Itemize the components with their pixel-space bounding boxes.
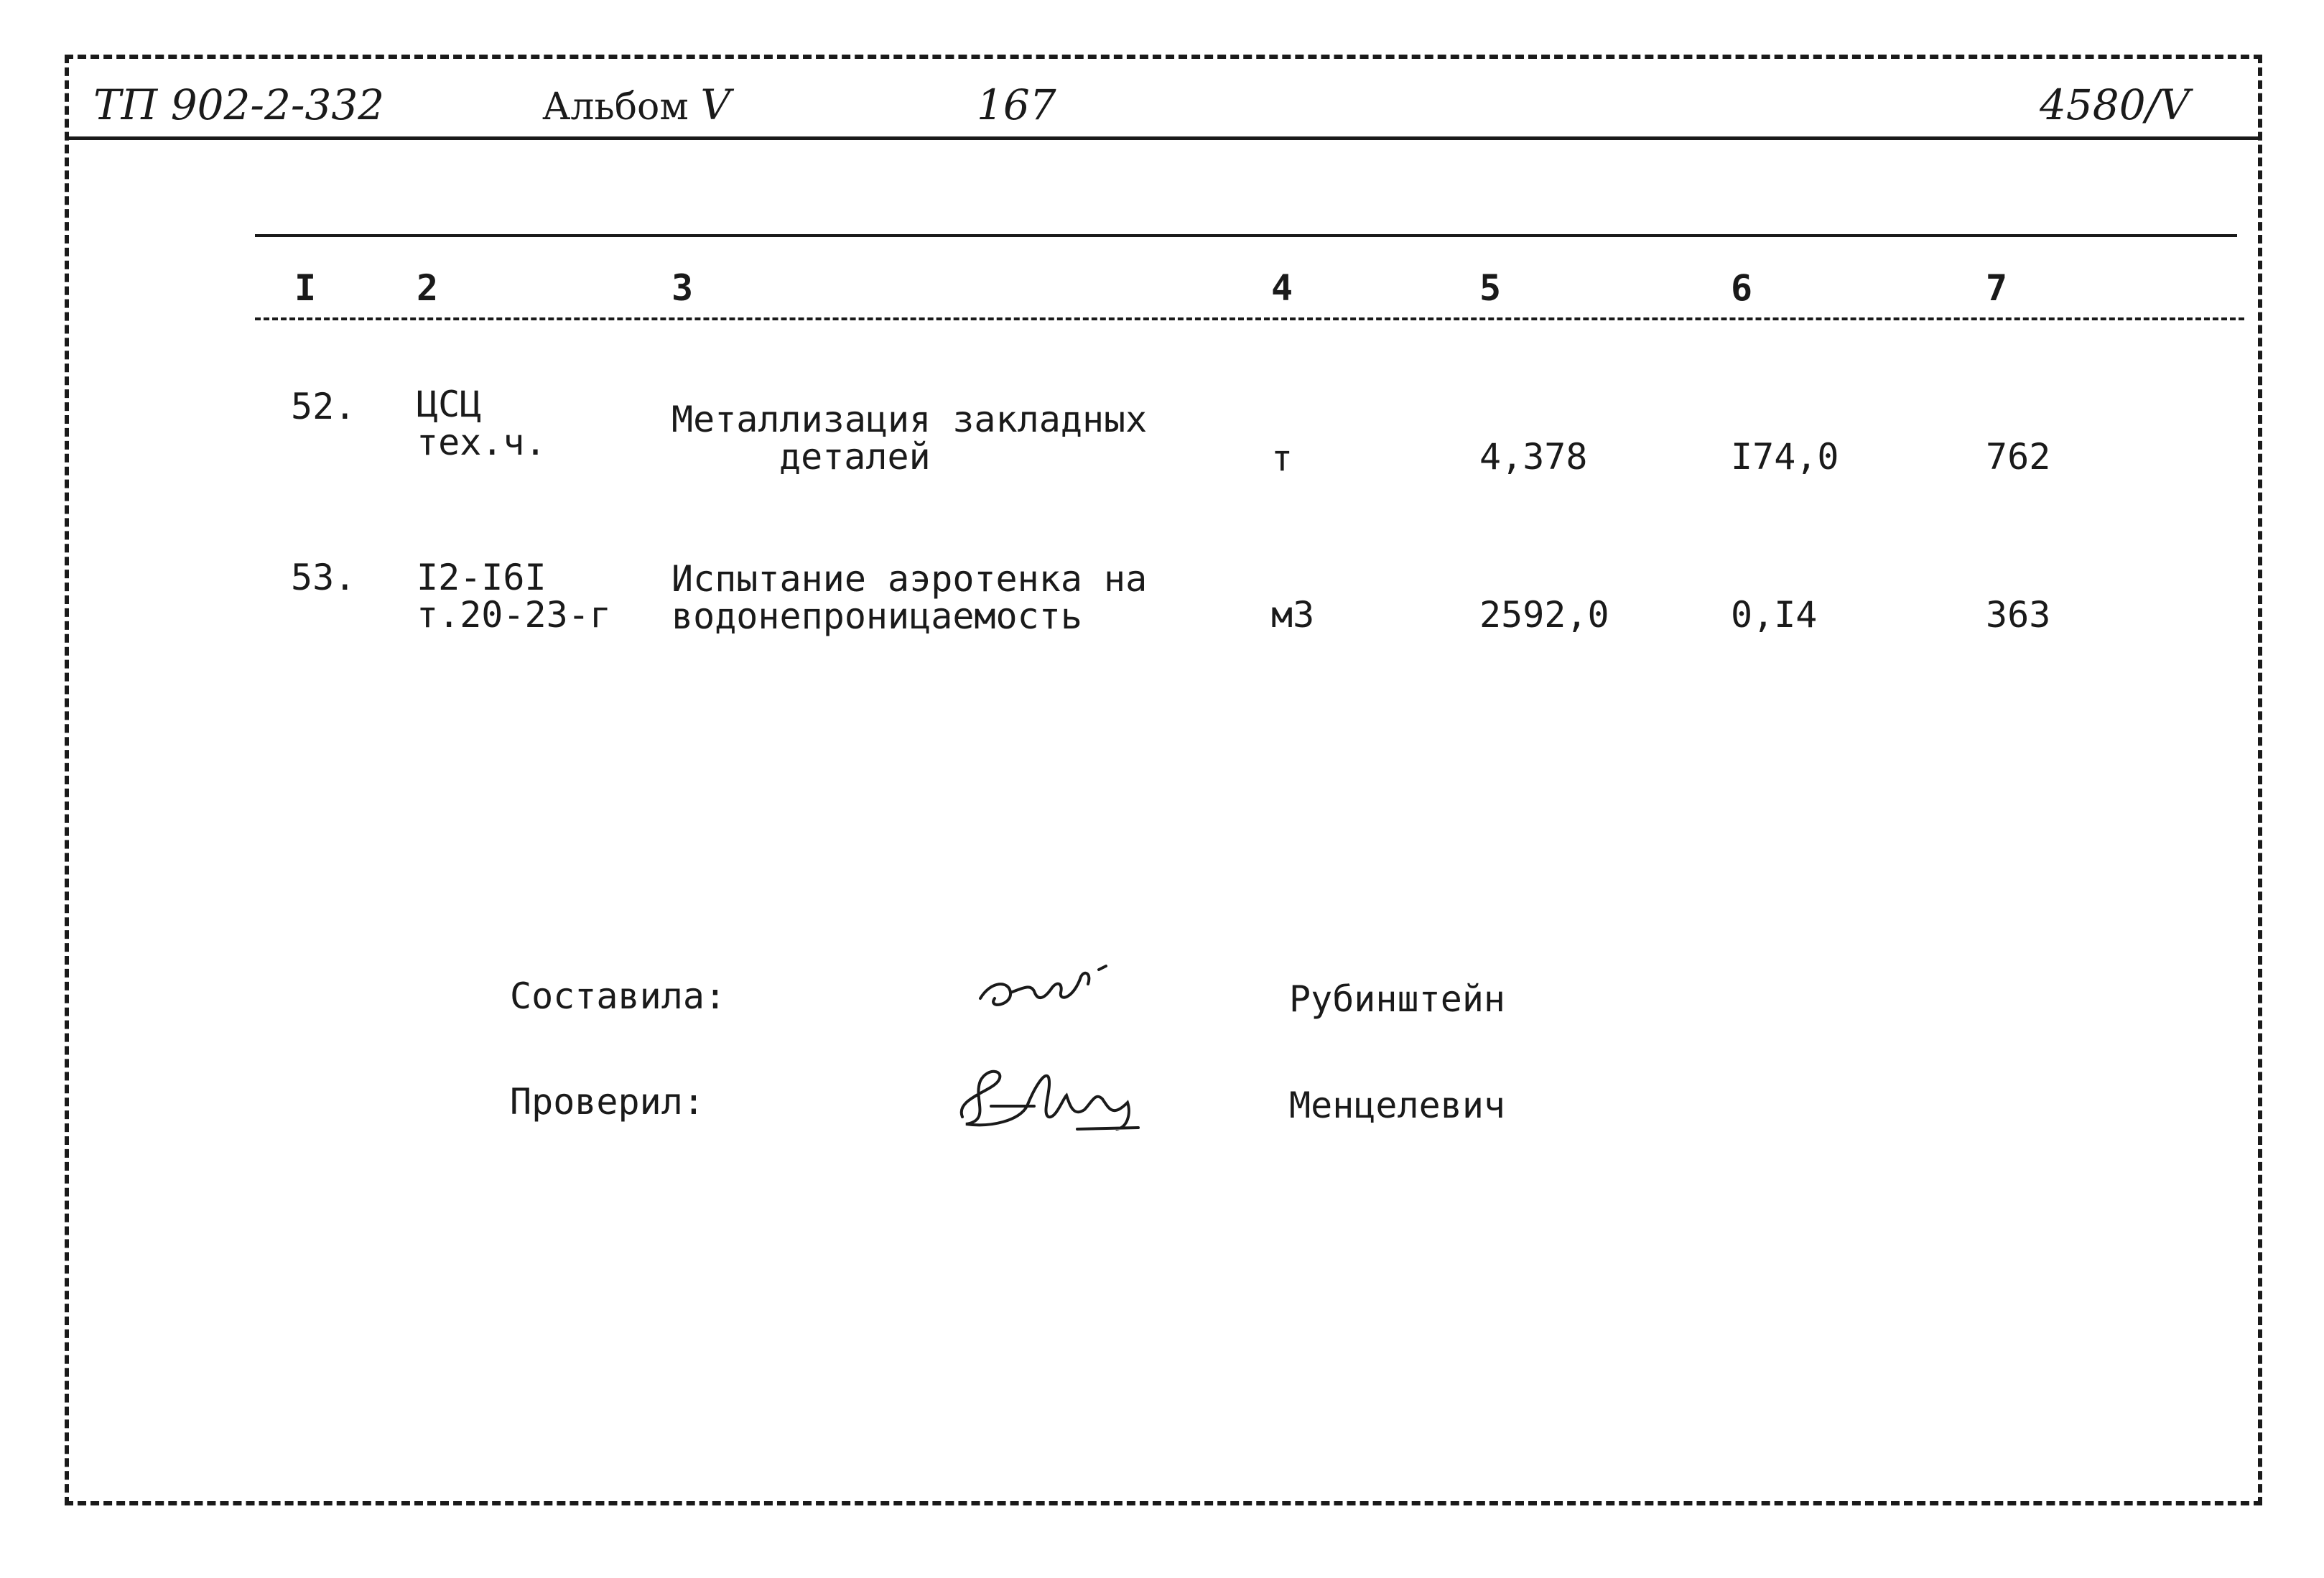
- work-description-line1: Металлизация закладных: [671, 399, 1148, 440]
- work-description-line2: деталей: [779, 436, 931, 478]
- norm-reference-line1: I2-I6I: [417, 557, 547, 598]
- document-frame: [65, 55, 2262, 1505]
- table-top-rule: [255, 234, 2237, 237]
- document-number: ТП 902-2-332: [93, 80, 385, 129]
- column-number-5: 5: [1479, 267, 1502, 309]
- column-number-3: 3: [671, 267, 694, 309]
- compiled-by-label: Составила:: [510, 975, 727, 1017]
- unit-of-measure: м3: [1271, 594, 1315, 636]
- archive-code: 4580/V: [2040, 80, 2190, 129]
- column-number-7: 7: [1986, 267, 2008, 309]
- compiled-by-signature: [966, 948, 1167, 1034]
- album-label: [542, 80, 730, 129]
- column-number-1: I: [294, 267, 317, 309]
- quantity: 4,378: [1479, 436, 1588, 478]
- checked-by-signature: [948, 1049, 1163, 1149]
- total-cost: 762: [1986, 436, 2051, 478]
- quantity: 2592,0: [1479, 594, 1609, 636]
- checked-by-name: Менцелевич: [1289, 1085, 1506, 1126]
- album-volume: V: [700, 80, 731, 129]
- work-description-line2: водонепроницаемость: [671, 595, 1082, 637]
- row-number: 53.: [291, 557, 356, 598]
- row-number: 52.: [291, 386, 356, 427]
- norm-reference-line1: ЦСЦ: [417, 384, 482, 425]
- work-description-line1: Испытание аэротенка на: [671, 558, 1148, 600]
- table-header-rule: [255, 317, 2244, 320]
- header-divider: [65, 136, 2262, 140]
- compiled-by-name: Рубинштейн: [1289, 978, 1506, 1020]
- column-number-4: 4: [1271, 267, 1293, 309]
- unit-of-measure: т: [1271, 437, 1293, 479]
- checked-by-label: Проверил:: [510, 1081, 705, 1123]
- column-number-2: 2: [417, 267, 439, 309]
- unit-price: I74,0: [1731, 436, 1839, 478]
- norm-reference-line2: т.20-23-г: [417, 594, 611, 636]
- column-number-6: 6: [1731, 267, 1753, 309]
- page-number: 167: [977, 80, 1056, 129]
- total-cost: 363: [1986, 594, 2051, 636]
- norm-reference-line2: тех.ч.: [417, 422, 547, 463]
- album-label-text: Альбом: [542, 85, 689, 129]
- unit-price: 0,I4: [1731, 594, 1818, 636]
